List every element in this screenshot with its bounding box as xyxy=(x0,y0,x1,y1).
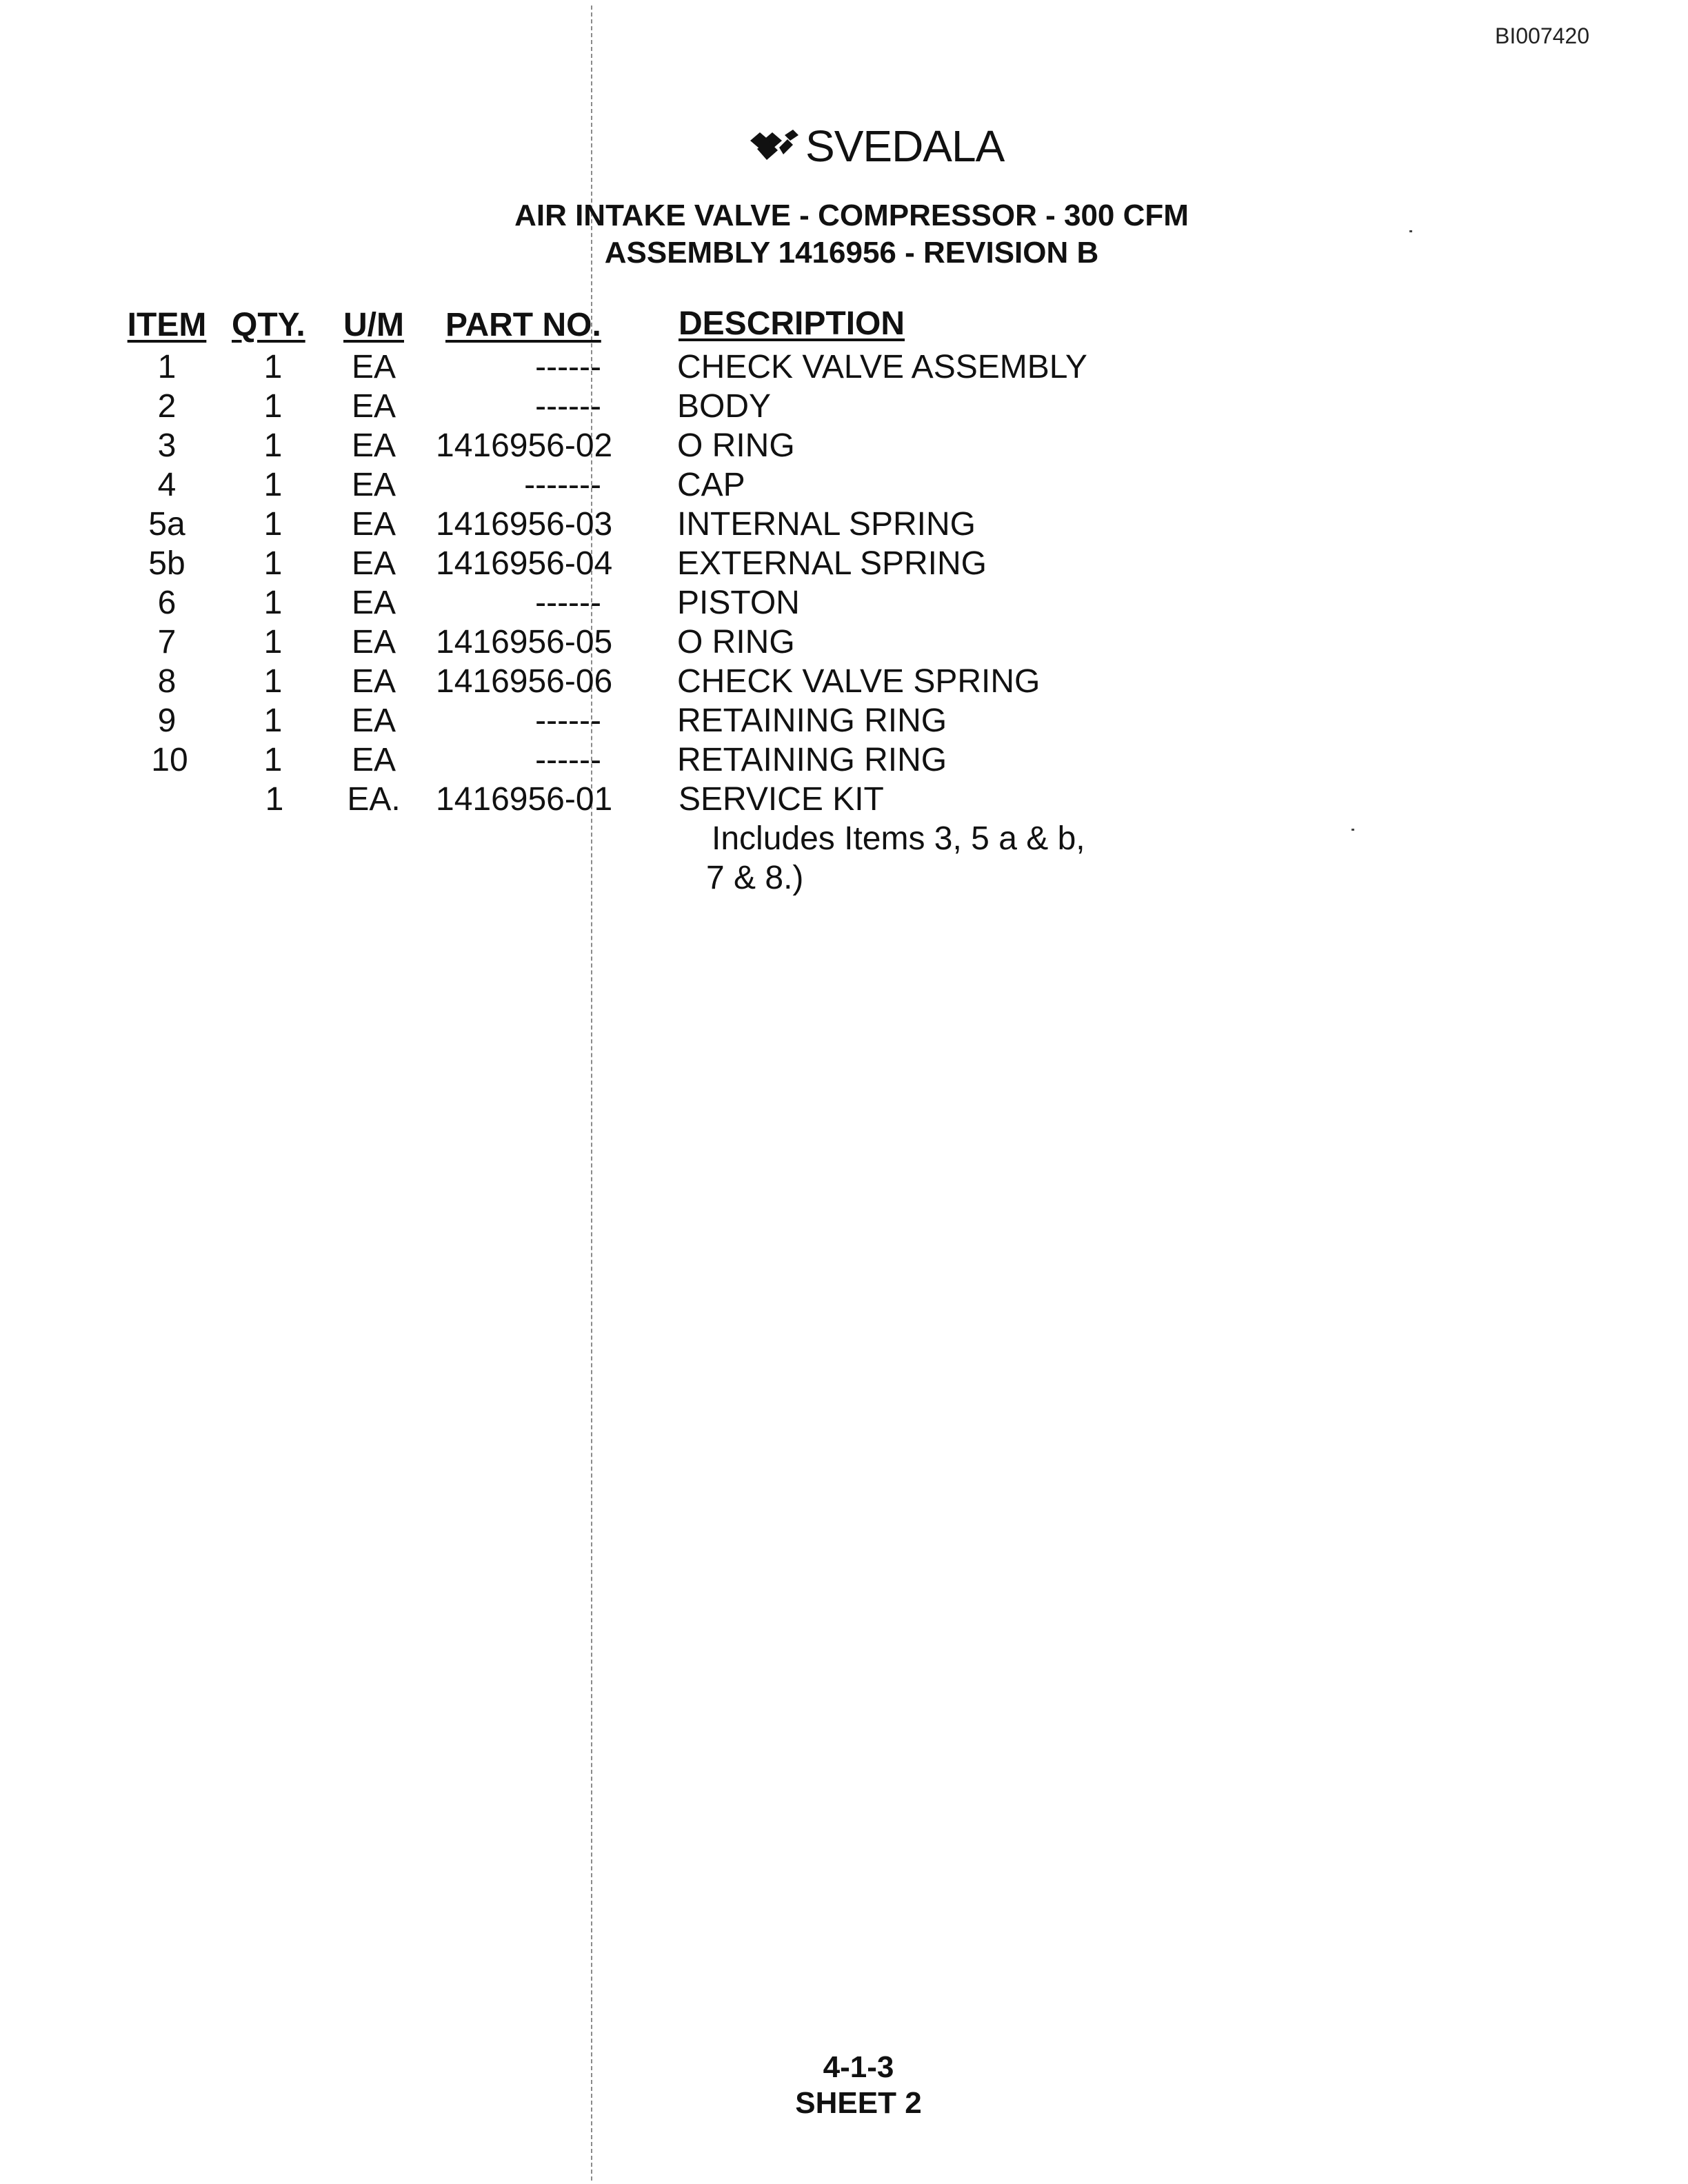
row-um: EA xyxy=(351,742,396,778)
row-qty: 1 xyxy=(265,781,284,818)
row-qty: 1 xyxy=(263,388,283,425)
row-item: 8 xyxy=(157,663,177,700)
row-qty: 1 xyxy=(263,585,283,621)
row-description: CAP xyxy=(677,467,745,503)
document-title: AIR INTAKE VALVE - COMPRESSOR - 300 CFM xyxy=(514,199,1189,232)
row-qty: 1 xyxy=(263,506,283,543)
svedala-logo xyxy=(747,119,1004,174)
row-item: 7 xyxy=(157,624,177,660)
header-part-no: PART NO. xyxy=(445,307,601,343)
header-um: U/M xyxy=(343,307,404,343)
row-description: PISTON xyxy=(677,585,800,621)
row-qty: 1 xyxy=(263,427,283,464)
row-part-no: ------ xyxy=(535,702,601,739)
row-qty: 1 xyxy=(263,545,283,582)
row-part-no: ------ xyxy=(535,349,601,385)
row-item: 4 xyxy=(157,467,177,503)
service-kit-note-continued: 7 & 8.) xyxy=(706,860,804,896)
row-um: EA xyxy=(351,624,396,660)
row-part-no: 1416956-04 xyxy=(436,545,613,582)
row-qty: 1 xyxy=(263,349,283,385)
row-um: EA. xyxy=(347,781,401,818)
row-um: EA xyxy=(351,506,396,543)
row-qty: 1 xyxy=(263,742,283,778)
row-item: 2 xyxy=(157,388,177,425)
row-item: 1 xyxy=(157,349,177,385)
row-part-no: 1416956-03 xyxy=(436,506,613,543)
row-part-no: 1416956-05 xyxy=(436,624,613,660)
row-part-no: 1416956-06 xyxy=(436,663,613,700)
row-item: 3 xyxy=(157,427,177,464)
row-description: INTERNAL SPRING xyxy=(677,506,976,543)
row-part-no: 1416956-02 xyxy=(436,427,613,464)
page-number: 4-1-3 xyxy=(823,2050,894,2084)
row-part-no: 1416956-01 xyxy=(436,781,613,818)
row-um: EA xyxy=(351,585,396,621)
row-part-no: ------ xyxy=(535,585,601,621)
row-description: CHECK VALVE SPRING xyxy=(677,663,1041,700)
row-qty: 1 xyxy=(263,624,283,660)
row-qty: 1 xyxy=(263,702,283,739)
row-item: 5a xyxy=(148,506,185,543)
scan-speck xyxy=(1352,829,1354,831)
header-item: ITEM xyxy=(127,307,207,343)
header-qty: QTY. xyxy=(232,307,305,343)
row-item: 5b xyxy=(148,545,185,582)
row-um: EA xyxy=(351,388,396,425)
row-description: EXTERNAL SPRING xyxy=(677,545,987,582)
row-um: EA xyxy=(351,349,396,385)
row-um: EA xyxy=(351,467,396,503)
document-id: BI007420 xyxy=(1495,23,1590,48)
row-description: O RING xyxy=(677,624,795,660)
row-um: EA xyxy=(351,663,396,700)
row-part-no: ------ xyxy=(535,388,601,425)
row-description: O RING xyxy=(677,427,795,464)
row-description: CHECK VALVE ASSEMBLY xyxy=(677,349,1087,385)
row-item: 9 xyxy=(157,702,177,739)
sheet-label: SHEET 2 xyxy=(795,2086,922,2120)
row-qty: 1 xyxy=(263,467,283,503)
row-description: RETAINING RING xyxy=(677,702,947,739)
row-description: BODY xyxy=(677,388,772,425)
row-description: SERVICE KIT xyxy=(679,781,884,818)
header-description: DESCRIPTION xyxy=(679,305,905,342)
svedala-diamond-logo-icon xyxy=(747,127,803,165)
scan-speck xyxy=(1409,230,1412,232)
row-item: 6 xyxy=(157,585,177,621)
row-um: EA xyxy=(351,545,396,582)
service-kit-note: Includes Items 3, 5 a & b, xyxy=(712,820,1085,857)
logo-wordmark: SVEDALA xyxy=(805,121,1005,171)
row-item: 10 xyxy=(151,742,188,778)
row-description: RETAINING RING xyxy=(677,742,947,778)
row-part-no: ------- xyxy=(524,467,601,503)
row-um: EA xyxy=(351,702,396,739)
row-um: EA xyxy=(351,427,396,464)
assembly-subtitle: ASSEMBLY 1416956 - REVISION B xyxy=(604,236,1099,270)
row-qty: 1 xyxy=(263,663,283,700)
row-part-no: ------ xyxy=(535,742,601,778)
